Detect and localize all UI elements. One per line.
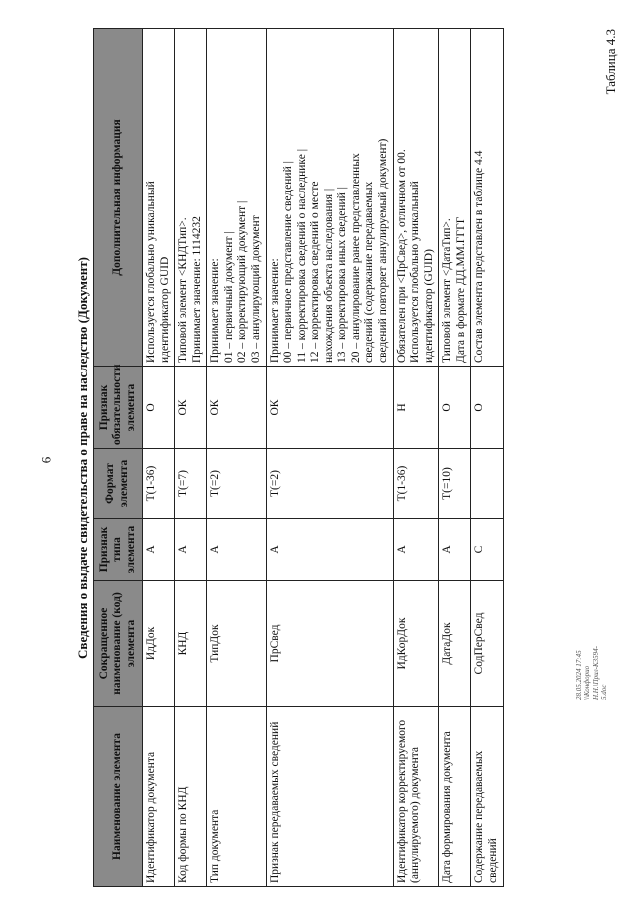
cell-code: КНД — [175, 581, 207, 707]
cell-format: T(=7) — [175, 449, 207, 519]
info-line: сведений (содержание передаваемых — [363, 181, 376, 363]
info-line: 02 – корректирующий документ | — [236, 200, 249, 363]
table-row — [439, 29, 471, 887]
cell-required: Н — [393, 367, 439, 449]
cell-info — [175, 29, 207, 367]
document-table — [93, 28, 504, 887]
cell-format: T(1-36) — [393, 449, 439, 519]
cell-name: Код формы по КНД — [175, 707, 207, 887]
cell-format: T(=10) — [439, 449, 471, 519]
cell-type: А — [393, 519, 439, 581]
cell-code: СодПерСвед — [471, 581, 503, 707]
cell-info — [207, 29, 266, 367]
info-line: 03 – аннулирующий документ — [249, 215, 262, 363]
info-line: Принимает значение: — [209, 258, 222, 363]
header-element-code: Сокращенное наименование (код) элемента — [94, 581, 143, 707]
page-number: 6 — [38, 456, 54, 464]
table-label: Таблица 4.3 — [603, 29, 618, 95]
info-line: Обязателен при <ПрСвед>, отличном от 00. — [395, 149, 408, 363]
footer-file-path: \\Конфорио Н.Н.\Прил-К3594-5.doc — [583, 646, 609, 700]
info-line: 12 – корректировка сведений о месте — [309, 181, 322, 363]
table-row — [393, 29, 439, 887]
info-line: идентификатор GUID — [158, 256, 171, 363]
cell-required: О — [439, 367, 471, 449]
cell-code: ПрСвед — [266, 581, 393, 707]
header-element-required: Признак обязательности элемента — [94, 367, 143, 449]
cell-name: Дата формирования документа — [439, 707, 471, 887]
cell-format — [471, 449, 503, 519]
info-line: Используется глобально уникальный — [409, 181, 422, 363]
header-additional-info: Дополнительная информация — [94, 29, 143, 367]
file-footer — [575, 635, 609, 700]
cell-type: А — [207, 519, 266, 581]
cell-code: ДатаДок — [439, 581, 471, 707]
cell-required: О — [471, 367, 503, 449]
cell-name: Содержание передаваемых сведений — [471, 707, 503, 887]
cell-required: О — [143, 367, 175, 449]
footer-timestamp: 28.05.2024 17:45 — [575, 650, 583, 700]
info-line: 13 – корректировка иных сведений | — [336, 187, 349, 363]
cell-name: Идентификатор документа — [143, 707, 175, 887]
info-line: идентификатор (GUID) — [422, 249, 435, 363]
cell-format: T(=2) — [207, 449, 266, 519]
cell-type: А — [175, 519, 207, 581]
cell-format: T(1-36) — [143, 449, 175, 519]
info-line: Состав элемента представлен в таблице 4.4 — [473, 150, 486, 363]
info-line: Принимает значение: — [268, 258, 281, 363]
cell-name: Признак передаваемых сведений — [266, 707, 393, 887]
cell-name: Тип документа — [207, 707, 266, 887]
cell-required: ОК — [175, 367, 207, 449]
info-line: 20 – аннулирование ранее представленных — [349, 153, 362, 363]
info-line: Типовой элемент <ДатаТип>. — [441, 218, 454, 363]
info-line: Типовой элемент <КНДТип>. — [177, 217, 190, 363]
cell-format: T(=2) — [266, 449, 393, 519]
info-line: 00 – первичное представление сведений | — [282, 161, 295, 363]
table-row — [207, 29, 266, 887]
info-line: Дата в формате ДД.ММ.ГГГГ — [454, 216, 467, 363]
cell-info — [439, 29, 471, 367]
cell-info — [471, 29, 503, 367]
cell-info — [393, 29, 439, 367]
cell-type: А — [266, 519, 393, 581]
info-line: нахождения объекта наследования | — [322, 188, 335, 363]
table-row — [175, 29, 207, 887]
cell-type: А — [439, 519, 471, 581]
info-line: 01 – первичный документ | — [222, 231, 235, 363]
info-line: Принимает значение: 1114232 — [190, 216, 203, 363]
info-line: Используется глобально уникальный — [145, 181, 157, 363]
cell-type: С — [471, 519, 503, 581]
header-element-format: Формат элемента — [94, 449, 143, 519]
table-row — [471, 29, 503, 887]
cell-code: ТипДок — [207, 581, 266, 707]
header-element-type: Признак типа элемента — [94, 519, 143, 581]
table-row — [266, 29, 393, 887]
info-line: 11 – корректировка сведений о наследнике | — [295, 148, 308, 363]
cell-required: ОК — [207, 367, 266, 449]
table-row — [143, 29, 175, 887]
header-element-name: Наименование элемента — [94, 707, 143, 887]
cell-info — [266, 29, 393, 367]
cell-name: Идентификатор корректируемого (аннулируемого) документа — [393, 707, 439, 887]
info-line: сведений повторяет аннулируемый документ) — [377, 138, 389, 363]
cell-info — [143, 29, 175, 367]
cell-required: ОК — [266, 367, 393, 449]
cell-type: А — [143, 519, 175, 581]
table-header-row — [94, 29, 143, 887]
cell-code: ИдКорДок — [393, 581, 439, 707]
cell-code: ИдДок — [143, 581, 175, 707]
table-title: Сведения о выдаче свидетельства о праве на наследство (Документ) — [75, 257, 90, 659]
